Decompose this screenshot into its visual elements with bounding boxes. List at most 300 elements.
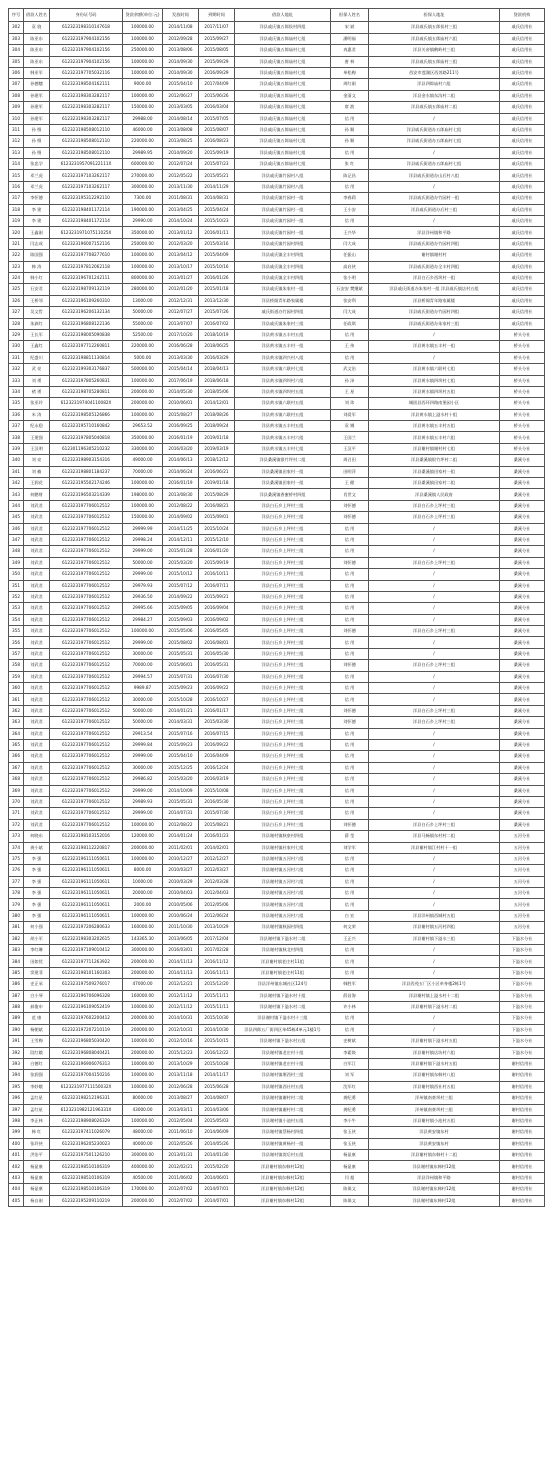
id-number-cell: 612323195312292110 xyxy=(50,193,123,204)
guarantor-name-cell: 信 用 xyxy=(331,580,369,591)
id-number-cell: 612323196111050611 xyxy=(50,853,123,864)
loan-balance-cell: 200000.00 xyxy=(123,1047,163,1058)
guarantor-name-cell: 信 用 xyxy=(331,853,369,864)
index-cell: 366 xyxy=(9,751,24,762)
borrower-address-cell: 洋县戚氏镇五郎庙村七组 xyxy=(235,124,331,135)
loan-balance-cell: 50000.00 xyxy=(123,307,163,318)
guarantor-name-cell: 武文治 xyxy=(331,364,369,375)
guarantor-name-cell: 信 用 xyxy=(331,637,369,648)
issue-date-cell: 2012/06/27 xyxy=(163,90,199,101)
id-number-cell: 612323197706012512 xyxy=(50,774,123,785)
issue-date-cell: 2010/03/27 xyxy=(163,865,199,876)
lender-cell: 桑溪分社 xyxy=(500,785,545,796)
loan-balance-cell: 350000.00 xyxy=(123,227,163,238)
table-row xyxy=(9,250,545,261)
borrower-address-cell: 洋县戚氏镇五郎庙村七组 xyxy=(235,147,331,158)
lender-cell: 谢村信用社 xyxy=(500,1093,545,1104)
issue-date-cell: 2016/01/19 xyxy=(163,432,199,443)
loan-balance-cell: 40500.00 xyxy=(123,1172,163,1183)
index-cell: 344 xyxy=(9,500,24,511)
due-date-cell: 2016/09/02 xyxy=(199,614,235,625)
lender-cell: 戚氏信用社 xyxy=(500,216,545,227)
guarantor-address-cell: / xyxy=(369,899,500,910)
loan-balance-cell: 220000.00 xyxy=(123,341,163,352)
table-row xyxy=(9,819,545,830)
id-number-cell: 612323197706012512 xyxy=(50,660,123,671)
issue-date-cell: 2014/11/25 xyxy=(163,523,199,534)
index-cell: 391 xyxy=(9,1036,24,1047)
id-number-cell: 612323197706012512 xyxy=(50,512,123,523)
loan-balance-cell: 7300.00 xyxy=(123,193,163,204)
table-row xyxy=(9,557,545,568)
borrower-name-cell: 刘武君 xyxy=(24,671,50,682)
lender-cell: 谢村信用社 xyxy=(500,1104,545,1115)
borrower-address-cell: 洋县谢村镇蔡杨村四组 xyxy=(235,1127,331,1138)
id-number-cell: 612323196109260310 xyxy=(50,295,123,306)
borrower-name-cell: 刘武君 xyxy=(24,546,50,557)
table-row xyxy=(9,660,545,671)
loan-balance-cell: 100000.00 xyxy=(123,853,163,864)
due-date-cell: 2014/11/29 xyxy=(199,181,235,192)
issue-date-cell: 2012/03/20 xyxy=(163,238,199,249)
due-date-cell: 2014/07/01 xyxy=(199,1184,235,1195)
issue-date-cell: 2012/10/16 xyxy=(163,1036,199,1047)
guarantor-address-cell: / xyxy=(369,113,500,124)
guarantor-name-cell: 信 用 xyxy=(331,147,369,158)
issue-date-cell: 2011/02/01 xyxy=(163,842,199,853)
due-date-cell: 2016/08/21 xyxy=(199,500,235,511)
id-number-cell: 612323197812062118 xyxy=(50,261,123,272)
index-cell: 324 xyxy=(9,272,24,283)
id-number-cell: 612323198508012110 xyxy=(50,136,123,147)
id-number-cell: 612323197207210119 xyxy=(50,1024,123,1035)
borrower-name-cell: 刘武君 xyxy=(24,751,50,762)
due-date-cell: 2016/08/23 xyxy=(199,136,235,147)
issue-date-cell: 2012/05/26 xyxy=(163,1138,199,1149)
borrower-name-cell: 孙建军 xyxy=(24,113,50,124)
guarantor-name-cell: 信 用 xyxy=(331,683,369,694)
borrower-address-cell: 洋县戚氏镇五郎庙村七组 xyxy=(235,79,331,90)
borrower-address-cell: 洋县白石乡上坪村三组 xyxy=(235,637,331,648)
table-row xyxy=(9,751,545,762)
lender-cell: 五河分社 xyxy=(500,842,545,853)
id-number-cell: 612323198303282117 xyxy=(50,113,123,124)
borrower-address-cell: 洋县谢村镇五河村六组 xyxy=(235,853,331,864)
header-col-issue-date: 发放时间 xyxy=(163,9,199,22)
table-row xyxy=(9,272,545,283)
borrower-address-cell: 洋县谢村镇谢村村二组 xyxy=(235,1104,331,1115)
due-date-cell: 2016/03/29 xyxy=(199,352,235,363)
borrower-name-cell: 何鹏财 xyxy=(24,489,50,500)
loan-balance-cell: 100000.00 xyxy=(123,250,163,261)
index-cell: 322 xyxy=(9,250,24,261)
loan-balance-cell: 29989.95 xyxy=(123,147,163,158)
loan-balance-cell: 8000.00 xyxy=(123,865,163,876)
index-cell: 370 xyxy=(9,796,24,807)
due-date-cell: 2014/06/01 xyxy=(199,1172,235,1183)
loan-balance-cell: 198000.00 xyxy=(123,489,163,500)
due-date-cell: 2018/08/26 xyxy=(199,409,235,420)
id-number-cell: 612323198212196331 xyxy=(50,1093,123,1104)
lender-cell: 桑溪分社 xyxy=(500,614,545,625)
due-date-cell: 2015/07/26 xyxy=(199,307,235,318)
borrower-address-cell: 洋县黄水镇六联村五组 xyxy=(235,409,331,420)
borrower-address-cell: 洋县谢村镇五河村六组 xyxy=(235,876,331,887)
due-date-cell: 2014/05/26 xyxy=(199,1138,235,1149)
guarantor-name-cell: 肖世文 xyxy=(331,489,369,500)
index-cell: 348 xyxy=(9,546,24,557)
borrower-name-cell: 刘武君 xyxy=(24,819,50,830)
borrower-address-cell: 洋县戚氏镇五郎庙村七组 xyxy=(235,159,331,170)
table-row xyxy=(9,796,545,807)
issue-date-cell: 2015/09/23 xyxy=(163,683,199,694)
guarantor-name-cell: 刘怀德 xyxy=(331,717,369,728)
lender-cell: 戚氏信用社 xyxy=(500,159,545,170)
loan-balance-cell: 100000.00 xyxy=(123,67,163,78)
guarantor-address-cell: 洋县黄水镇四坝村五组 xyxy=(369,386,500,397)
guarantor-name-cell: 闫大成 xyxy=(331,307,369,318)
guarantor-address-cell: 洋县黄水镇四坝村七组 xyxy=(369,375,500,386)
table-row xyxy=(9,113,545,124)
id-number-cell: 612323198908026329 xyxy=(50,1115,123,1126)
due-date-cell: 2016/06/21 xyxy=(199,466,235,477)
guarantor-address-cell: / xyxy=(369,945,500,956)
borrower-name-cell: 李 建 xyxy=(24,216,50,227)
guarantor-name-cell: 何文荣 xyxy=(331,922,369,933)
borrower-address-cell: 洋县四郎五厂街四区单45栋4单元1楼1号 xyxy=(235,1024,331,1035)
borrower-name-cell: 杨显康 xyxy=(24,1161,50,1172)
id-number-cell: 612323198303202615 xyxy=(50,933,123,944)
loan-balance-cell: 270000.00 xyxy=(123,170,163,181)
lender-cell: 桑溪分社 xyxy=(500,671,545,682)
index-cell: 405 xyxy=(9,1195,24,1206)
id-number-cell: 612323198510106319 xyxy=(50,1161,123,1172)
due-date-cell: 2016/12/22 xyxy=(199,1047,235,1058)
table-row xyxy=(9,922,545,933)
id-number-cell: 612323196109052419 xyxy=(50,1001,123,1012)
header-col-guarantor-name: 担保人姓名 xyxy=(331,9,369,22)
guarantor-name-cell: 信 用 xyxy=(331,352,369,363)
guarantor-address-cell: / xyxy=(369,865,500,876)
guarantor-address-cell: 洋县白石乡上坪村三组 xyxy=(369,512,500,523)
id-number-cell: 612323195709122111X xyxy=(50,159,123,170)
index-cell: 399 xyxy=(9,1127,24,1138)
lender-cell: 下溢水分社 xyxy=(500,956,545,967)
borrower-address-cell: 洋县戚氏镇竹园村一组 xyxy=(235,204,331,215)
borrower-name-cell: 刘武君 xyxy=(24,762,50,773)
issue-date-cell: 2015/12/23 xyxy=(163,1047,199,1058)
issue-date-cell: 2013/11/18 xyxy=(163,1070,199,1081)
guarantor-name-cell: 周召田 xyxy=(331,455,369,466)
id-number-cell: 612323197706012512 xyxy=(50,557,123,568)
guarantor-address-cell: 洋县关帝镇鹤岭村三组 xyxy=(369,45,500,56)
id-number-cell: 612323197602200412 xyxy=(50,1013,123,1024)
guarantor-address-cell: / xyxy=(369,534,500,545)
issue-date-cell: 2013/01/31 xyxy=(163,1150,199,1161)
guarantor-address-cell: / xyxy=(369,580,500,591)
table-row xyxy=(9,888,545,899)
table-row xyxy=(9,1093,545,1104)
table-row xyxy=(9,717,545,728)
table-row xyxy=(9,478,545,489)
id-number-cell: 612323197706012512 xyxy=(50,648,123,659)
due-date-cell: 2016/10/11 xyxy=(199,569,235,580)
due-date-cell: 2015/11/11 xyxy=(199,1001,235,1012)
table-row xyxy=(9,1036,545,1047)
issue-date-cell: 2013/10/29 xyxy=(163,1058,199,1069)
lender-cell: 桑溪分社 xyxy=(500,569,545,580)
issue-date-cell: 2015/01/28 xyxy=(163,546,199,557)
due-date-cell: 2014/02/01 xyxy=(199,842,235,853)
due-date-cell: 2015/07/30 xyxy=(199,808,235,819)
id-number-cell: 612323198709132119 xyxy=(50,284,123,295)
header-col-index: 序号 xyxy=(9,9,24,22)
loan-balance-cell: 100000.00 xyxy=(123,22,163,33)
index-cell: 401 xyxy=(9,1150,24,1161)
borrower-name-cell: 刘武君 xyxy=(24,660,50,671)
lender-cell: 桑溪分社 xyxy=(500,534,545,545)
table-row xyxy=(9,1024,545,1035)
id-number-cell: 612323197706012512 xyxy=(50,728,123,739)
issue-date-cell: 2014/11/13 xyxy=(163,967,199,978)
id-number-cell: 612323197706012512 xyxy=(50,637,123,648)
id-number-cell: 612323196906076313 xyxy=(50,1058,123,1069)
issue-date-cell: 2015/09/03 xyxy=(163,614,199,625)
borrower-address-cell: 洋县白石乡上坪村三组 xyxy=(235,705,331,716)
index-cell: 303 xyxy=(9,33,24,44)
guarantor-address-cell: / xyxy=(369,774,500,785)
borrower-name-cell: 米 涛 xyxy=(24,409,50,420)
borrower-name-cell: 刘武君 xyxy=(24,603,50,614)
borrower-name-cell: 张亚玲 xyxy=(24,398,50,409)
due-date-cell: 2013/12/30 xyxy=(199,295,235,306)
due-date-cell: 2015/12/20 xyxy=(199,979,235,990)
issue-date-cell: 2016/03/20 xyxy=(163,443,199,454)
borrower-name-cell: 龚小斌 xyxy=(24,842,50,853)
issue-date-cell: 2015/07/12 xyxy=(163,580,199,591)
guarantor-address-cell: / xyxy=(369,352,500,363)
borrower-address-cell: 洋县戚氏镇竹园村八组 xyxy=(235,181,331,192)
table-row xyxy=(9,170,545,181)
loan-balance-cell: 29989.93 xyxy=(123,796,163,807)
table-row xyxy=(9,637,545,648)
index-cell: 357 xyxy=(9,648,24,659)
index-cell: 332 xyxy=(9,364,24,375)
borrower-address-cell: 洋县黄水镇五丰村六组 xyxy=(235,432,331,443)
borrower-address-cell: 洋县戚氏镇五郎庙村七组 xyxy=(235,136,331,147)
issue-date-cell: 2012/02/21 xyxy=(163,1161,199,1172)
borrower-name-cell: 刘武君 xyxy=(24,500,50,511)
issue-date-cell: 2010/12/27 xyxy=(163,853,199,864)
guarantor-name-cell: 闫 超 xyxy=(331,1172,369,1183)
guarantor-address-cell: / xyxy=(369,569,500,580)
issue-date-cell: 2014/10/09 xyxy=(163,785,199,796)
borrower-name-cell: 王润花 xyxy=(24,478,50,489)
due-date-cell: 2016/10/27 xyxy=(199,694,235,705)
borrower-name-cell: 韩小红 xyxy=(24,272,50,283)
due-date-cell: 2014/06/09 xyxy=(199,1127,235,1138)
guarantor-address-cell: / xyxy=(369,637,500,648)
guarantor-address-cell: 西安市莲湖区西郊路211号 xyxy=(369,67,500,78)
lender-cell: 桥头分社 xyxy=(500,409,545,420)
index-cell: 386 xyxy=(9,979,24,990)
id-number-cell: 612323197206280633 xyxy=(50,922,123,933)
due-date-cell: 2018/10/19 xyxy=(199,329,235,340)
due-date-cell: 2015/09/21 xyxy=(199,591,235,602)
table-row xyxy=(9,204,545,215)
lender-cell: 戚氏信用社 xyxy=(500,295,545,306)
table-row xyxy=(9,1058,545,1069)
loan-balance-cell: 143365.30 xyxy=(123,933,163,944)
header-col-due-date: 到期时间 xyxy=(199,9,235,22)
table-row xyxy=(9,762,545,773)
id-number-cell: 612323197706012512 xyxy=(50,762,123,773)
lender-cell: 谢村信用社 xyxy=(500,1115,545,1126)
table-row xyxy=(9,865,545,876)
lender-cell: 戚氏信用社 xyxy=(500,124,545,135)
guarantor-name-cell: 王汉平 xyxy=(331,443,369,454)
index-cell: 398 xyxy=(9,1115,24,1126)
borrower-name-cell: 纪盛川 xyxy=(24,352,50,363)
guarantor-name-cell: 刘爱军 xyxy=(331,409,369,420)
lender-cell: 桥头分社 xyxy=(500,341,545,352)
id-number-cell: 612323198903154316 xyxy=(50,455,123,466)
lender-cell: 戚氏信用社 xyxy=(500,22,545,33)
id-number-cell: 612323197501126210 xyxy=(50,1150,123,1161)
issue-date-cell: 2012/06/28 xyxy=(163,1081,199,1092)
guarantor-address-cell: 洋县谢村镇五河村四组 xyxy=(369,922,500,933)
issue-date-cell: 2013/10/17 xyxy=(163,261,199,272)
loan-balance-cell: 250000.00 xyxy=(123,238,163,249)
guarantor-address-cell: 洋县金水镇东沟村二组 xyxy=(369,90,500,101)
loan-balance-cell: 2000.00 xyxy=(123,899,163,910)
guarantor-address-cell: 洋县桑溪镇人民政府 xyxy=(369,489,500,500)
borrower-name-cell: 纪永稳 xyxy=(24,421,50,432)
borrower-name-cell: 王汉明 xyxy=(24,443,50,454)
table-row xyxy=(9,238,545,249)
guarantor-name-cell: 高启侠 xyxy=(331,261,369,272)
id-number-cell: 612323197706012512 xyxy=(50,580,123,591)
borrower-name-cell: 白小琴 xyxy=(24,990,50,1001)
table-row xyxy=(9,1195,545,1206)
guarantor-name-cell: 李小牛 xyxy=(331,1115,369,1126)
lender-cell: 谢村信用社 xyxy=(500,1081,545,1092)
due-date-cell: 2012/06/24 xyxy=(199,910,235,921)
table-row xyxy=(9,842,545,853)
lender-cell: 桥头分社 xyxy=(500,375,545,386)
borrower-name-cell: 窦建菲 xyxy=(24,967,50,978)
table-row xyxy=(9,945,545,956)
lender-cell: 桑溪分社 xyxy=(500,466,545,477)
issue-date-cell: 2014/03/31 xyxy=(163,717,199,728)
index-cell: 319 xyxy=(9,216,24,227)
borrower-address-cell: 洋县黄水镇五丰村五组 xyxy=(235,421,331,432)
borrower-name-cell: 刘武君 xyxy=(24,728,50,739)
borrower-name-cell: 朱滴红 xyxy=(24,318,50,329)
borrower-name-cell: 孙德穗 xyxy=(24,79,50,90)
id-number-cell: 612323198310147618 xyxy=(50,22,123,33)
due-date-cell: 2012/05/06 xyxy=(199,899,235,910)
guarantor-name-cell: 信 用 xyxy=(331,899,369,910)
loan-balance-cell: 350000.00 xyxy=(123,432,163,443)
borrower-name-cell: 邓兰虎 xyxy=(24,181,50,192)
borrower-address-cell: 洋县谢村镇东韩村12组 xyxy=(235,1195,331,1206)
guarantor-address-cell: 洋县戚氏街道办竹园村一组 xyxy=(369,193,500,204)
loan-balance-cell: 48000.00 xyxy=(123,1127,163,1138)
borrower-address-cell: 洋县谢村镇下溢水村十组 xyxy=(235,990,331,1001)
lender-cell: 戚氏信用社 xyxy=(500,193,545,204)
index-cell: 343 xyxy=(9,489,24,500)
loan-balance-cell: 10000.00 xyxy=(123,876,163,887)
id-number-cell: 612323197706012512 xyxy=(50,569,123,580)
index-cell: 323 xyxy=(9,261,24,272)
id-number-cell: 612323198510106319 xyxy=(50,1184,123,1195)
id-number-cell: 612301196305210232 xyxy=(50,443,123,454)
table-row xyxy=(9,489,545,500)
borrower-name-cell: 袁 骁 xyxy=(24,22,50,33)
issue-date-cell: 2012/12/21 xyxy=(163,979,199,990)
due-date-cell: 2015/09/01 xyxy=(199,512,235,523)
lender-cell: 五河分社 xyxy=(500,865,545,876)
index-cell: 340 xyxy=(9,455,24,466)
table-row xyxy=(9,899,545,910)
lender-cell: 下溢水分社 xyxy=(500,990,545,1001)
index-cell: 363 xyxy=(9,717,24,728)
loan-balance-cell: 220000.00 xyxy=(123,136,163,147)
index-cell: 381 xyxy=(9,922,24,933)
borrower-address-cell: 洋县戚氏镇竹园村一组 xyxy=(235,227,331,238)
table-row xyxy=(9,831,545,842)
index-cell: 351 xyxy=(9,580,24,591)
due-date-cell: 2015/09/19 xyxy=(199,147,235,158)
guarantor-name-cell: 周红刚 xyxy=(331,79,369,90)
due-date-cell: 2016/12/24 xyxy=(199,762,235,773)
guarantor-address-cell: 洋县马畅镇东村村二组 xyxy=(369,831,500,842)
index-cell: 353 xyxy=(9,603,24,614)
table-row xyxy=(9,56,545,67)
guarantor-name-cell: 薛昌海 xyxy=(331,990,369,1001)
due-date-cell: 2012/03/28 xyxy=(199,876,235,887)
guarantor-name-cell: 张小明 xyxy=(331,272,369,283)
loan-balance-cell: 330000.00 xyxy=(123,443,163,454)
lender-cell: 戚氏信用社 xyxy=(500,181,545,192)
lender-cell: 戚氏信用社 xyxy=(500,272,545,283)
lender-cell: 下溢水分社 xyxy=(500,945,545,956)
borrower-name-cell: 张润强 xyxy=(24,1070,50,1081)
issue-date-cell: 2014/06/24 xyxy=(163,466,199,477)
issue-date-cell: 2012/07/02 xyxy=(163,1195,199,1206)
header-col-guarantor-address: 担保人地址 xyxy=(369,9,500,22)
borrower-name-cell: 孙 慢 xyxy=(24,136,50,147)
borrower-name-cell: 刘武君 xyxy=(24,796,50,807)
guarantor-name-cell: 刘 玮 xyxy=(331,398,369,409)
due-date-cell: 2018/09/24 xyxy=(199,421,235,432)
table-row xyxy=(9,853,545,864)
table-row xyxy=(9,375,545,386)
table-row xyxy=(9,979,545,990)
borrower-name-cell: 李 建 xyxy=(24,204,50,215)
index-cell: 337 xyxy=(9,421,24,432)
guarantor-address-cell: 洋县谢村镇东韩村12组 xyxy=(369,1184,500,1195)
due-date-cell: 2014/08/07 xyxy=(199,1093,235,1104)
issue-date-cell: 2013/08/08 xyxy=(163,124,199,135)
id-number-cell: 612323196007152116 xyxy=(50,238,123,249)
id-number-cell: 612323198303282117 xyxy=(50,102,123,113)
due-date-cell: 2015/05/21 xyxy=(199,170,235,181)
lender-cell: 桑溪分社 xyxy=(500,500,545,511)
index-cell: 335 xyxy=(9,398,24,409)
issue-date-cell: 2016/03/01 xyxy=(163,945,199,956)
